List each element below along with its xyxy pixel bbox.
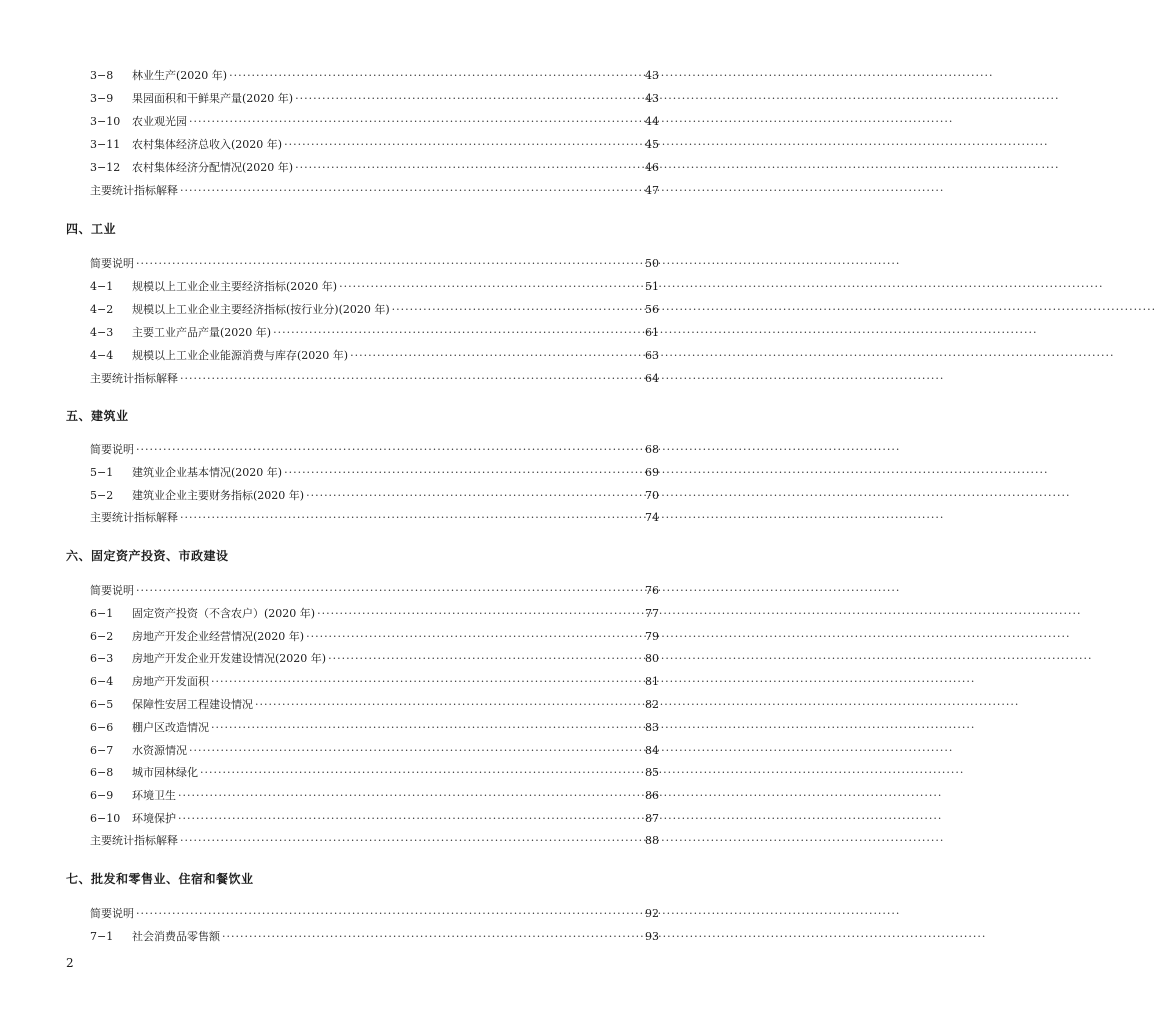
entry-number: 3−9 — [90, 92, 114, 105]
entry-page: 82 — [645, 698, 659, 711]
leader-dots — [136, 256, 643, 272]
leader-dots — [178, 788, 643, 804]
toc-entry[interactable] — [90, 68, 659, 84]
entry-title: 房地产开发面积 — [132, 675, 209, 688]
toc-entry[interactable] — [90, 929, 659, 945]
toc-entry[interactable] — [90, 788, 659, 804]
toc-entry[interactable] — [90, 488, 659, 504]
entry-number: 3−8 — [90, 69, 114, 82]
leader-dots — [189, 743, 643, 759]
entry-title: 环境保护 — [132, 812, 176, 825]
toc-entry[interactable] — [90, 91, 659, 107]
entry-number: 6−10 — [90, 812, 121, 825]
entry-page: 56 — [645, 303, 659, 316]
page-number: 2 — [66, 956, 74, 970]
entry-title: 保障性安居工程建设情况 — [132, 698, 253, 711]
entry-page: 92 — [645, 907, 659, 920]
entry-page: 74 — [645, 511, 659, 524]
entry-page: 51 — [645, 280, 659, 293]
leader-dots — [255, 697, 643, 713]
leader-dots — [273, 325, 643, 341]
entry-page: 64 — [645, 372, 659, 385]
entry-number: 4−2 — [90, 303, 114, 316]
entry-title: 果园面积和干鲜果产量(2020 年) — [132, 92, 294, 105]
entry-page: 80 — [645, 652, 659, 665]
entry-number: 6−2 — [90, 630, 114, 643]
leader-dots — [284, 137, 643, 153]
entry-number: 3−10 — [90, 115, 121, 128]
entry-title: 社会消费品零售额 — [132, 930, 220, 943]
toc-entry[interactable] — [90, 348, 659, 364]
entry-page: 84 — [645, 744, 659, 757]
entry-title: 水资源情况 — [132, 744, 187, 757]
entry-title: 主要工业产品产量(2020 年) — [132, 326, 272, 339]
toc-entry[interactable] — [90, 279, 659, 295]
toc-entry[interactable] — [90, 651, 659, 667]
entry-number: 5−2 — [90, 489, 114, 502]
entry-page: 77 — [645, 607, 659, 620]
toc-entry[interactable] — [90, 697, 659, 713]
toc-entry[interactable] — [90, 137, 659, 153]
entry-title: 农村集体经济分配情况(2020 年) — [132, 161, 294, 174]
entry-page: 61 — [645, 326, 659, 339]
leader-dots — [189, 114, 643, 130]
entry-title: 农业观光园 — [132, 115, 187, 128]
leader-dots — [306, 488, 643, 504]
toc-entry[interactable] — [90, 674, 659, 690]
toc-entry[interactable] — [90, 720, 659, 736]
entry-title: 房地产开发企业经营情况(2020 年) — [132, 630, 305, 643]
entry-page: 70 — [645, 489, 659, 502]
leader-dots — [180, 183, 643, 199]
entry-title: 城市园林绿化 — [132, 766, 198, 779]
entry-number: 3−12 — [90, 161, 121, 174]
section-heading: 四、工业 — [66, 222, 117, 236]
leader-dots — [284, 465, 643, 481]
leader-dots — [328, 651, 643, 667]
entry-number: 6−7 — [90, 744, 114, 757]
entry-number: 7−1 — [90, 930, 114, 943]
entry-title: 建筑业企业主要财务指标(2020 年) — [132, 489, 305, 502]
leader-dots — [339, 279, 643, 295]
entry-page: 50 — [645, 257, 659, 270]
leader-dots — [350, 348, 643, 364]
entry-title: 固定资产投资（不含农户）(2020 年) — [132, 607, 316, 620]
toc-entry[interactable] — [90, 160, 659, 176]
section-heading: 五、建筑业 — [66, 409, 129, 423]
entry-page: 93 — [645, 930, 659, 943]
entry-page: 79 — [645, 630, 659, 643]
leader-dots — [136, 442, 643, 458]
toc-entry[interactable] — [90, 583, 659, 599]
toc-entry[interactable] — [90, 302, 659, 318]
toc-entry[interactable] — [90, 510, 659, 526]
entry-number: 4−1 — [90, 280, 114, 293]
leader-dots — [295, 160, 643, 176]
entry-title: 建筑业企业基本情况(2020 年) — [132, 466, 283, 479]
leader-dots — [306, 629, 643, 645]
toc-entry[interactable] — [90, 114, 659, 130]
leader-dots — [295, 91, 643, 107]
toc-entry[interactable] — [90, 325, 659, 341]
entry-title: 规模以上工业企业能源消费与库存(2020 年) — [132, 349, 349, 362]
leader-dots — [178, 811, 643, 827]
leader-dots — [211, 720, 643, 736]
leader-dots — [136, 906, 643, 922]
entry-title: 农村集体经济总收入(2020 年) — [132, 138, 283, 151]
toc-entry[interactable] — [90, 811, 659, 827]
toc-entry[interactable] — [90, 765, 659, 781]
leader-dots — [222, 929, 643, 945]
entry-page: 69 — [645, 466, 659, 479]
entry-page: 86 — [645, 789, 659, 802]
entry-title: 主要统计指标解释 — [90, 372, 178, 385]
toc-entry[interactable] — [90, 256, 659, 272]
entry-page: 47 — [645, 184, 659, 197]
leader-dots — [180, 371, 643, 387]
entry-page: 44 — [645, 115, 659, 128]
entry-number: 3−11 — [90, 138, 121, 151]
entry-title: 棚户区改造情况 — [132, 721, 209, 734]
entry-page: 88 — [645, 834, 659, 847]
entry-title: 简要说明 — [90, 907, 134, 920]
toc-entry[interactable] — [90, 183, 659, 199]
entry-title: 主要统计指标解释 — [90, 834, 178, 847]
entry-title: 规模以上工业企业主要经济指标(2020 年) — [132, 280, 338, 293]
leader-dots — [317, 606, 643, 622]
leader-dots — [211, 674, 643, 690]
leader-dots — [229, 68, 643, 84]
entry-number: 6−5 — [90, 698, 114, 711]
section-heading: 七、批发和零售业、住宿和餐饮业 — [66, 872, 254, 886]
entry-number: 6−3 — [90, 652, 114, 665]
toc-entry[interactable] — [90, 606, 659, 622]
entry-number: 4−3 — [90, 326, 114, 339]
toc-entry[interactable] — [90, 833, 659, 849]
entry-title: 房地产开发企业开发建设情况(2020 年) — [132, 652, 327, 665]
entry-number: 6−6 — [90, 721, 114, 734]
entry-title: 林业生产(2020 年) — [132, 69, 228, 82]
toc-entry[interactable] — [90, 743, 659, 759]
entry-page: 85 — [645, 766, 659, 779]
entry-page: 87 — [645, 812, 659, 825]
leader-dots — [392, 302, 643, 318]
entry-number: 6−1 — [90, 607, 114, 620]
entry-page: 45 — [645, 138, 659, 151]
entry-page: 43 — [645, 92, 659, 105]
leader-dots — [180, 510, 643, 526]
entry-page: 46 — [645, 161, 659, 174]
toc-entry[interactable] — [90, 629, 659, 645]
entry-page: 68 — [645, 443, 659, 456]
entry-page: 81 — [645, 675, 659, 688]
entry-title: 环境卫生 — [132, 789, 176, 802]
entry-title: 主要统计指标解释 — [90, 184, 178, 197]
entry-number: 6−9 — [90, 789, 114, 802]
entry-page: 83 — [645, 721, 659, 734]
entry-title: 简要说明 — [90, 443, 134, 456]
entry-title: 规模以上工业企业主要经济指标(按行业分)(2020 年) — [132, 303, 390, 316]
toc-entry[interactable] — [90, 906, 659, 922]
leader-dots — [180, 833, 643, 849]
entry-title: 简要说明 — [90, 584, 134, 597]
entry-title: 主要统计指标解释 — [90, 511, 178, 524]
entry-page: 43 — [645, 69, 659, 82]
leader-dots — [136, 583, 643, 599]
toc-entry[interactable] — [90, 371, 659, 387]
toc-entry[interactable] — [90, 442, 659, 458]
entry-page: 63 — [645, 349, 659, 362]
leader-dots — [200, 765, 643, 781]
section-heading: 六、固定资产投资、市政建设 — [66, 549, 229, 563]
entry-title: 简要说明 — [90, 257, 134, 270]
entry-number: 5−1 — [90, 466, 114, 479]
entry-page: 76 — [645, 584, 659, 597]
toc-entry[interactable] — [90, 465, 659, 481]
entry-number: 6−8 — [90, 766, 114, 779]
entry-number: 6−4 — [90, 675, 114, 688]
entry-number: 4−4 — [90, 349, 114, 362]
